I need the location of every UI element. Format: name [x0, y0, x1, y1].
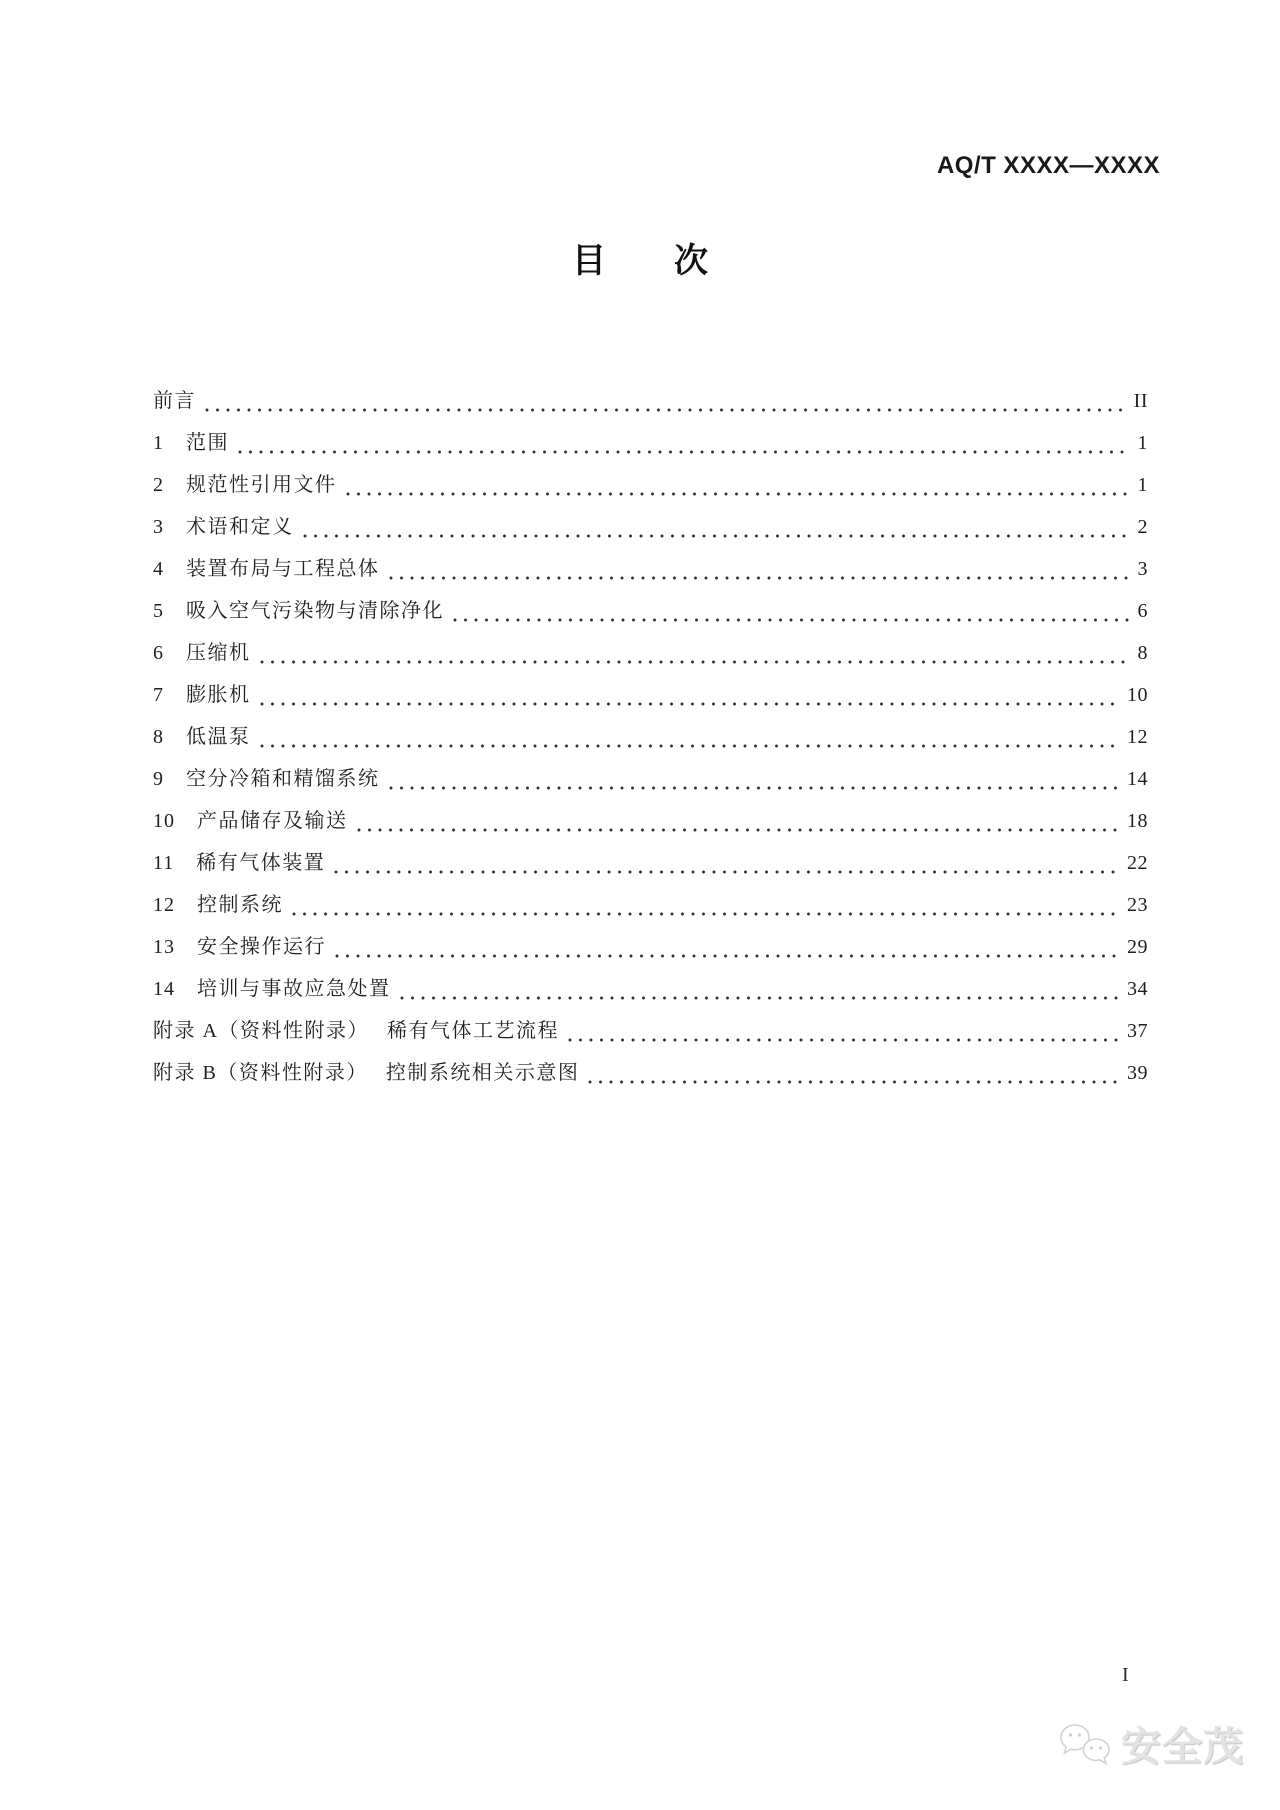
toc-entry-label: 控制系统	[197, 894, 283, 916]
toc-entry-page: 8	[1137, 642, 1148, 664]
toc-entry-page: 2	[1137, 516, 1148, 538]
toc-entry-label: 规范性引用文件	[186, 474, 337, 496]
toc-entry-page: 22	[1127, 852, 1148, 874]
toc-entry-number: 11	[153, 852, 175, 874]
toc-entry-page: 23	[1127, 894, 1148, 916]
dot-leader	[335, 954, 1119, 958]
toc-entry-label: 前言	[153, 390, 196, 412]
toc-entry-ch7	[153, 685, 1148, 706]
toc-entry-page: 18	[1127, 810, 1148, 832]
toc-entry-label: 空分冷箱和精馏系统	[186, 768, 380, 790]
toc-entry-number: 12	[153, 894, 175, 916]
toc-entry-page: 3	[1137, 558, 1148, 580]
toc-entry-page: 10	[1127, 684, 1148, 706]
dot-leader	[334, 870, 1119, 874]
toc-entry-label: 压缩机	[186, 642, 251, 664]
toc-entry-ch10	[153, 811, 1148, 832]
dot-leader	[568, 1038, 1119, 1042]
toc-entry-label: 吸入空气污染物与清除净化	[186, 600, 444, 622]
toc-entry-page: 37	[1127, 1020, 1148, 1042]
toc-entry-number: 2	[153, 474, 164, 496]
toc-entry-label: 膨胀机	[186, 684, 251, 706]
toc-entry-number: 4	[153, 558, 164, 580]
toc-entry-ch4	[153, 559, 1148, 580]
toc-entry-page: 12	[1127, 726, 1148, 748]
toc-entry-number: 6	[153, 642, 164, 664]
toc-entry-appendix-b	[153, 1063, 1148, 1084]
toc-entry-foreword	[153, 391, 1148, 412]
toc-entry-page: 29	[1127, 936, 1148, 958]
toc-entry-number: 5	[153, 600, 164, 622]
page-number: I	[1122, 1664, 1129, 1686]
toc-entry-page: 1	[1137, 432, 1148, 454]
toc-entry-number: 9	[153, 768, 164, 790]
toc-entry-ch3	[153, 517, 1148, 538]
toc-entry-label: 培训与事故应急处置	[197, 978, 391, 1000]
toc-entry-ch12	[153, 895, 1148, 916]
dot-leader	[346, 492, 1130, 496]
toc-entry-label: 范围	[186, 432, 229, 454]
toc-entry-label: 安全操作运行	[197, 936, 326, 958]
toc-entry-number: 1	[153, 432, 164, 454]
toc-entry-ch5	[153, 601, 1148, 622]
toc-entry-label: 术语和定义	[186, 516, 294, 538]
dot-leader	[588, 1080, 1119, 1084]
toc-entry-ch9	[153, 769, 1148, 790]
wechat-chat-bubbles-icon	[1059, 1722, 1113, 1772]
toc-entry-appendix-a	[153, 1021, 1148, 1042]
toc-entry-label: 装置布局与工程总体	[186, 558, 380, 580]
dot-leader	[357, 828, 1120, 832]
toc-entry-page: II	[1133, 390, 1148, 412]
toc-entry-number: 10	[153, 810, 175, 832]
dot-leader	[400, 996, 1120, 1000]
dot-leader	[453, 618, 1130, 622]
toc-entry-ch6	[153, 643, 1148, 664]
toc-entry-ch11	[153, 853, 1148, 874]
toc-entry-ch1	[153, 433, 1148, 454]
toc-entry-number: 14	[153, 978, 175, 1000]
dot-leader	[260, 660, 1130, 664]
toc-entry-ch14	[153, 979, 1148, 1000]
toc-entry-label: 产品储存及输送	[197, 810, 348, 832]
dot-leader	[292, 912, 1119, 916]
toc-entry-ch8	[153, 727, 1148, 748]
dot-leader	[238, 450, 1130, 454]
dot-leader	[389, 576, 1130, 580]
toc-entry-page: 39	[1127, 1062, 1148, 1084]
toc-entry-page: 1	[1137, 474, 1148, 496]
dot-leader	[260, 702, 1120, 706]
toc-entry-label: 附录 A（资料性附录） 稀有气体工艺流程	[153, 1020, 559, 1042]
toc-entry-page: 14	[1127, 768, 1148, 790]
toc-entry-ch2	[153, 475, 1148, 496]
toc-entry-number: 3	[153, 516, 164, 538]
dot-leader	[260, 744, 1120, 748]
toc-entry-label: 低温泵	[186, 726, 251, 748]
toc-entry-label: 附录 B（资料性附录） 控制系统相关示意图	[153, 1062, 580, 1084]
toc-entry-number: 13	[153, 936, 175, 958]
standard-number: AQ/T XXXX—XXXX	[936, 152, 1160, 179]
dot-leader	[205, 408, 1126, 412]
toc-entry-number: 7	[153, 684, 164, 706]
table-of-contents	[153, 391, 1148, 1105]
dot-leader	[303, 534, 1130, 538]
page-title: 目 次	[572, 243, 708, 280]
toc-entry-number: 8	[153, 726, 164, 748]
toc-entry-label: 稀有气体装置	[196, 852, 326, 874]
toc-entry-page: 6	[1137, 600, 1148, 622]
dot-leader	[389, 786, 1120, 790]
toc-entry-page: 34	[1127, 978, 1148, 1000]
toc-entry-ch13	[153, 937, 1148, 958]
watermark-text: 安全茂	[1121, 1725, 1244, 1769]
watermark	[1059, 1722, 1244, 1772]
